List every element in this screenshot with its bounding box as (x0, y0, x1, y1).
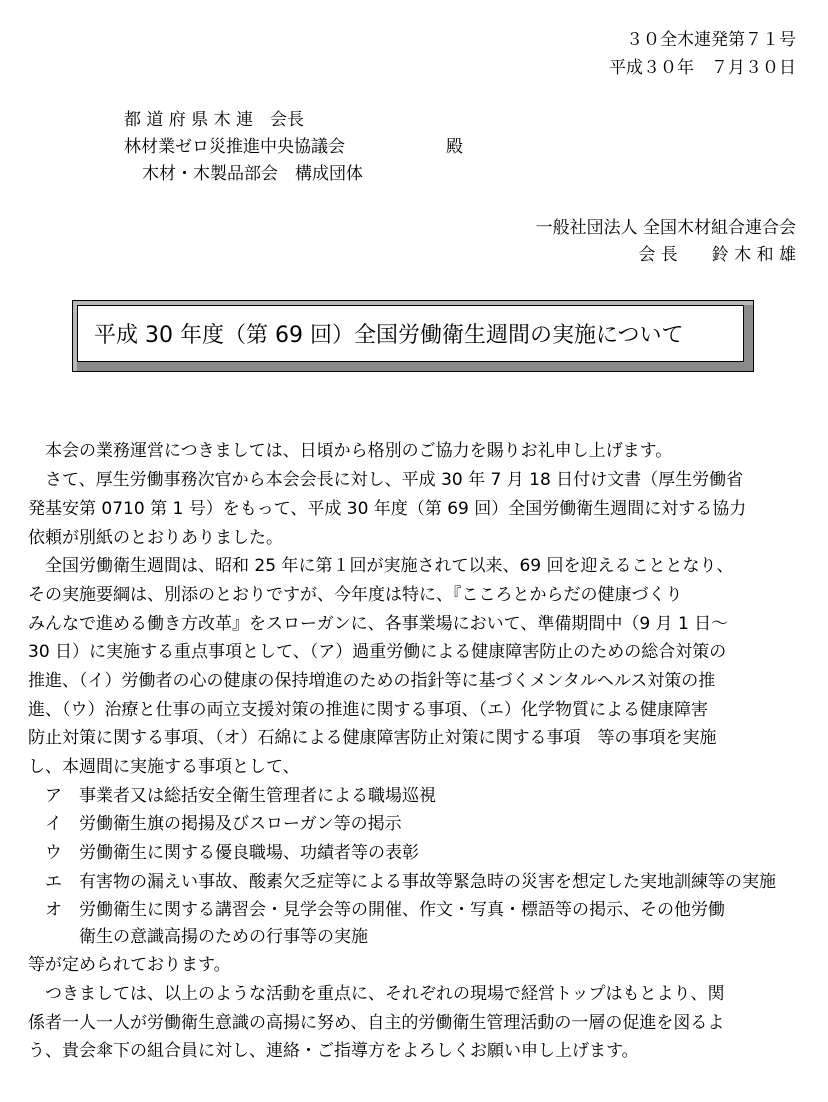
sender-organization: 一般社団法人 全国木材組合連合会 (535, 218, 796, 238)
list-item: オ 労働衛生に関する講習会・見学会等の開催、作文・写真・標語等の掲示、その他労働 (28, 900, 725, 920)
list-item: ウ 労働衛生に関する優良職場、功績者等の表彰 (28, 843, 419, 863)
body-line: 30 日）に実施する重点事項として、（ア）過重労働による健康障害防止のための総合対策の (28, 642, 727, 662)
body-line: う、貴会傘下の組合員に対し、連絡・ご指導方をよろしくお願い申し上げます。 (28, 1041, 639, 1061)
title-box-shadow (77, 362, 753, 371)
addressee-honorific: 殿 (446, 137, 463, 157)
title-box (72, 300, 754, 372)
body-line: 発基安第 0710 第 1 号）をもって、平成 30 年度（第 69 回）全国労働衛生週間に対する協力 (28, 499, 747, 519)
sender-title: 会 長 鈴 木 和 雄 (638, 245, 796, 265)
body-line: 本会の業務運営につきましては、日頃から格別のご協力を賜りお礼申し上げます。 (28, 441, 673, 461)
document-number: ３０全木連発第７１号 (626, 30, 796, 50)
body-line: 係者一人一人が労働衛生意識の高揚に努め、自主的労働衛生管理活動の一層の促進を図るよ (28, 1013, 725, 1033)
body-line: つきましては、以上のような活動を重点に、それぞれの現場で経営トップはもとより、関 (28, 984, 725, 1004)
addressee-line-3: 木材・木製品部会 構成団体 (142, 164, 363, 184)
body-line: 等が定められております。 (28, 955, 231, 975)
list-item-continuation: 衛生の意識高揚のための行事等の実施 (28, 927, 368, 947)
body-line: 防止対策に関する事項、（オ）石綿による健康障害防止対策に関する事項 等の事項を実施 (28, 728, 717, 748)
body-line: 依頼が別紙のとおりありました。 (28, 528, 283, 548)
list-item: エ 有害物の漏えい事故、酸素欠乏症等による事故等緊急時の災害を想定した実地訓練等の実施 (28, 872, 776, 892)
body-line: みんなで進める働き方改革』をスローガンに、各事業場において、準備期間中（9 月 1 日～ (28, 614, 729, 634)
addressee-line-1: 都 道 府 県 木 連 会長 (124, 110, 305, 130)
list-item: ア 事業者又は総括安全衛生管理者による職場巡視 (28, 786, 436, 806)
body-line: その実施要綱は、別添のとおりですが、今年度は特に、『こころとからだの健康づくり (28, 585, 683, 605)
body-line: し、本週間に実施する事項として、 (28, 757, 300, 777)
body-line: 進、（ウ）治療と仕事の両立支援対策の推進に関する事項、（エ）化学物質による健康障害 (28, 700, 708, 720)
body-line: さて、厚生労働事務次官から本会会長に対し、平成 30 年 7 月 18 日付け文書（厚生労働省 (28, 470, 744, 490)
body-line: 全国労働衛生週間は、昭和 25 年に第１回が実施されて以来、69 回を迎えることとなり、 (28, 556, 734, 576)
document-date: 平成３０年 ７月３０日 (609, 58, 796, 78)
list-item: イ 労働衛生旗の掲揚及びスローガン等の掲示 (28, 814, 402, 834)
body-line: 推進、（イ）労働者の心の健康の保持増進のための指針等に基づくメンタルヘルス対策の推 (28, 671, 716, 691)
document-title: 平成 30 年度（第 69 回）全国労働衛生週間の実施について (77, 305, 744, 362)
addressee-line-2: 林材業ゼロ災推進中央協議会 (124, 137, 345, 157)
